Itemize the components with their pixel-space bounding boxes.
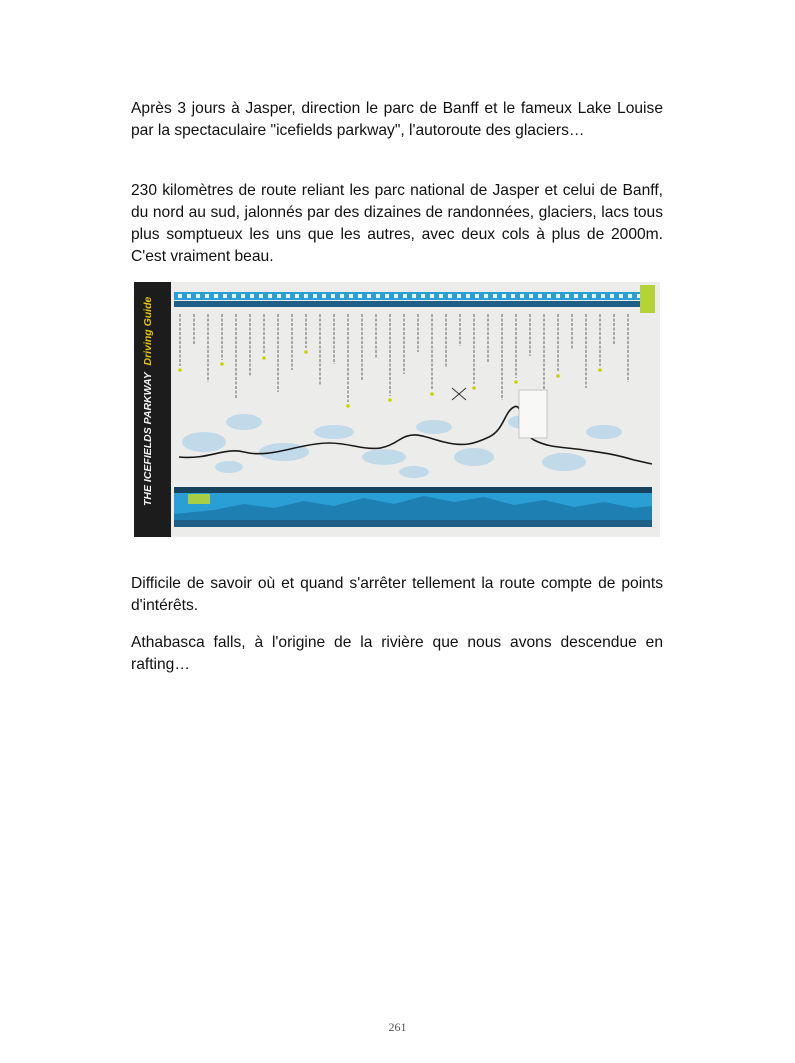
strip-tick (511, 294, 515, 298)
strip-tick (520, 294, 524, 298)
strip-tick (565, 294, 569, 298)
strip-tick (394, 294, 398, 298)
strip-tick (628, 294, 632, 298)
strip-tick (277, 294, 281, 298)
poi-marker (262, 356, 266, 360)
strip-tick (223, 294, 227, 298)
strip-tick (421, 294, 425, 298)
strip-tick (286, 294, 290, 298)
strip-tick (250, 294, 254, 298)
map-legend-box (519, 390, 547, 438)
strip-tick (619, 294, 623, 298)
strip-tick (358, 294, 362, 298)
strip-tick (385, 294, 389, 298)
strip-tick (313, 294, 317, 298)
poi-marker (346, 404, 350, 408)
strip-tick (232, 294, 236, 298)
legend-green-block (640, 285, 655, 313)
poi-marker (514, 380, 518, 384)
elevation-profile-header (174, 487, 652, 493)
guide-title-line1: THE ICEFIELDS PARKWAY (142, 372, 154, 506)
strip-tick (187, 294, 191, 298)
strip-tick (466, 294, 470, 298)
strip-tick (403, 294, 407, 298)
strip-tick (295, 294, 299, 298)
strip-tick (268, 294, 272, 298)
strip-tick (259, 294, 263, 298)
strip-tick (178, 294, 182, 298)
strip-tick (376, 294, 380, 298)
paragraph-points-of-interest: Difficile de savoir où et quand s'arrêter tellement la route compte de points d'intérêts. (131, 575, 663, 614)
strip-tick (529, 294, 533, 298)
strip-tick (196, 294, 200, 298)
elevation-logo (188, 494, 210, 504)
poi-marker (430, 392, 434, 396)
poi-marker (388, 398, 392, 402)
strip-tick (475, 294, 479, 298)
icefields-parkway-map-image (134, 282, 660, 537)
strip-tick (547, 294, 551, 298)
guide-title (142, 296, 154, 506)
paragraph-athabasca-falls: Athabasca falls, à l'origine de la rivière que nous avons descendue en rafting… (131, 634, 663, 673)
strip-tick (538, 294, 542, 298)
poi-marker (598, 368, 602, 372)
paragraph-route-description: 230 kilomètres de route reliant les parc national de Jasper et celui de Banff, du nord au sud, jalonnés par des dizaines de randonnées, glaciers, lacs tous plus somptueux les uns que les autres, avec deux cols à plus de 2000m. C'est vraiment beau. (131, 182, 663, 265)
strip-tick (448, 294, 452, 298)
poi-marker (304, 350, 308, 354)
elevation-profile-footer (174, 520, 652, 527)
strip-tick (457, 294, 461, 298)
strip-tick (556, 294, 560, 298)
driving-guide-map (134, 282, 660, 537)
strip-tick (349, 294, 353, 298)
strip-tick (430, 294, 434, 298)
strip-tick (304, 294, 308, 298)
strip-tick (610, 294, 614, 298)
strip-tick (367, 294, 371, 298)
poi-marker (178, 368, 182, 372)
strip-tick (574, 294, 578, 298)
top-route-strip-dark (174, 301, 652, 307)
strip-tick (493, 294, 497, 298)
poi-marker (556, 374, 560, 378)
strip-tick (340, 294, 344, 298)
paragraph-intro: Après 3 jours à Jasper, direction le parc de Banff et le fameux Lake Louise par la spectaculaire "icefields parkway", l'autoroute des glaciers… (131, 100, 663, 139)
strip-tick (205, 294, 209, 298)
strip-tick (241, 294, 245, 298)
strip-tick (484, 294, 488, 298)
strip-tick (592, 294, 596, 298)
strip-tick (412, 294, 416, 298)
strip-tick (502, 294, 506, 298)
strip-tick (214, 294, 218, 298)
poi-marker (220, 362, 224, 366)
strip-tick (439, 294, 443, 298)
strip-tick (583, 294, 587, 298)
page-number: 261 (388, 1020, 407, 1034)
strip-tick (601, 294, 605, 298)
strip-tick (331, 294, 335, 298)
guide-title-line2: Driving Guide (142, 296, 154, 366)
strip-tick (322, 294, 326, 298)
poi-marker (472, 386, 476, 390)
